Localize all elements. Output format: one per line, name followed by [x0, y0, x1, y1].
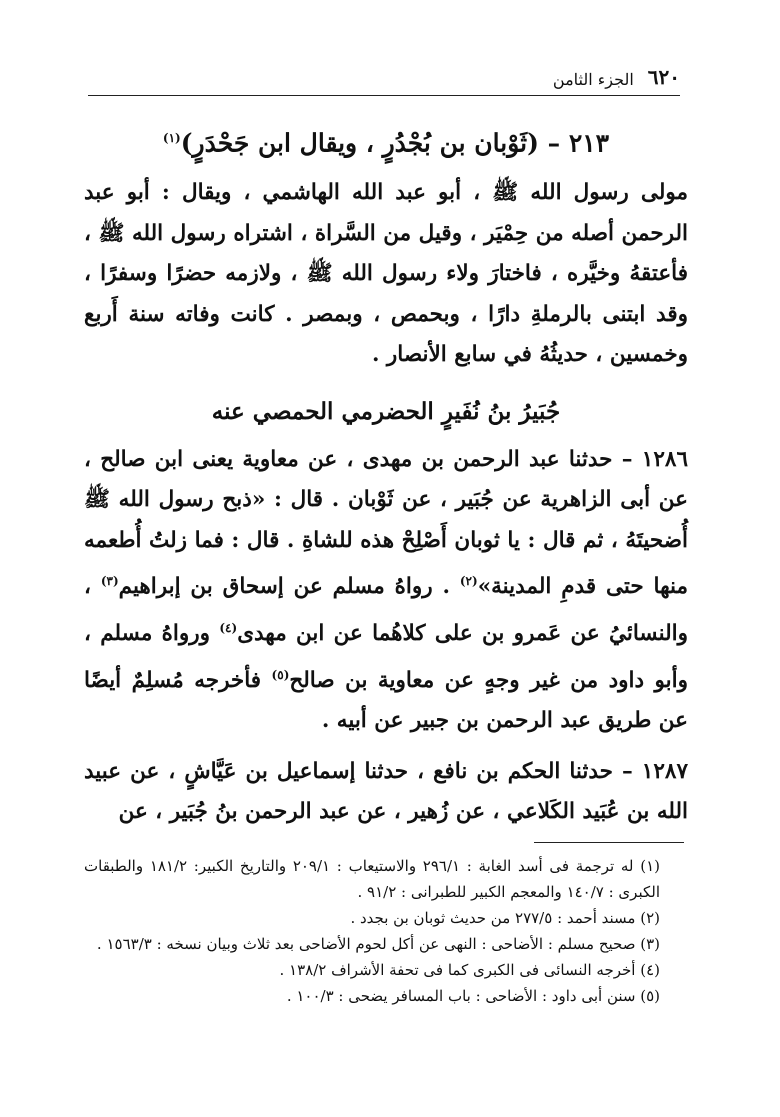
- footnote-ref-1: (١): [162, 131, 181, 145]
- footnote-divider: [534, 842, 684, 843]
- footnote-ref-4: (٤): [219, 620, 238, 635]
- footnote-ref-5: (٥): [271, 667, 290, 682]
- page-body: [84, 118, 688, 833]
- footnotes-section: [84, 842, 684, 1009]
- footnote-4: (٤) أخرجه النسائى فى الكبرى كما فى تحفة الأشراف ١٣٨/٢ .: [279, 961, 660, 979]
- hadith-1286-text-part4: ورواهُ مسلم ، وأبو داود من غير وجهٍ عن معاوية بن صالح: [84, 621, 689, 693]
- footnote-5: (٥) سنن أبى داود : الأضاحى : باب المسافر يضحى : ١٠٠/٣ .: [286, 987, 660, 1005]
- hadith-1287-paragraph: ١٢٨٧ – حدثنا الحكم بن نافع ، حدثنا إسماعيل بن عَيَّاشٍ ، عن عبيد الله بن عُبَيد الكَلاعي ، عن زُهير ، عن عبد الرحمن بنُ جُبَير ، عن: [84, 758, 688, 825]
- footnote-2: (٢) مسند أحمد : ٢٧٧/٥ من حديث ثوبان بن بجدد .: [350, 909, 660, 927]
- running-title: الجزء الثامن: [552, 70, 634, 89]
- entry-heading-text: ٢١٣ – (ثَوْبان بن بُجْدُرٍ ، ويقال ابن جَحْدَرٍ): [180, 128, 610, 158]
- page-number: ٦٢٠: [647, 65, 680, 89]
- footnote-ref-3: (٣): [100, 574, 119, 589]
- hadith-1286-text-part2: . رواهُ مسلم عن إسحاق بن إبراهيم: [118, 574, 460, 600]
- narrator-subheading: جُبَيرُ بنُ نُفَيرٍ الحضرمي الحمصي عنه: [211, 397, 561, 425]
- paragraph-gap: [84, 742, 688, 752]
- biography-paragraph: مولى رسول الله ﷺ ، أبو عبد الله الهاشمي ، ويقال : أبو عبد الرحمن أصله من حِمْيَر ، وقيل من السَّراة ، اشتراه رسول الله ﷺ ، فأعتقهُ وخيَّره ، فاختارَ ولاء رسول الله ﷺ ، ولازمه حضرًا وسفرًا ، وقد ابتنى بالرملةِ دارًا ، وبحمص ، وبمصر . كانت وفاته سنة أَربع وخمسين ، حديثُهُ في سابع الأنصار .: [84, 180, 688, 368]
- footnote-ref-2: (٢): [459, 574, 478, 589]
- footnote-1: (١) له ترجمة فى أسد الغابة : ٢٩٦/١ والاستيعاب : ٢٠٩/١ والتاريخ الكبير: ١٨١/٢ والطبقات الكبرى : ١٤٠/٧ والمعجم الكبير للطبرانى : ٩١/٢ .: [84, 857, 660, 901]
- hadith-1286-paragraph: [84, 440, 688, 742]
- page-header: [88, 62, 680, 96]
- hadith-1286-text-part5: فأخرجه مُسلِمٌ أيضًا عن طريق عبد الرحمن بن جبير عن أبيه .: [84, 667, 688, 734]
- hadith-1286-text-part1: ١٢٨٦ – حدثنا عبد الرحمن بن مهدى ، عن معاوية يعنى ابن صالح ، عن أبى الزاهرية عن جُبَير ، عن ثَوْبان . قال : «ذبح رسول الله ﷺ أُضحيتَهُ ، ثم قال : يا ثوبان أَصْلِحْ هذه للشاةِ . قال : فما زلتُ أُطعمه منها حتى قدمِ المدينة»: [84, 446, 688, 600]
- entry-heading: [84, 118, 688, 163]
- hadith-1286-text-part3: ، والنسائيُ عن عَمرو بن على كلاهُما عن ابن مهدى: [84, 574, 688, 647]
- footnote-3: (٣) صحيح مسلم : الأضاحى : النهى عن أكل لحوم الأضاحى بعد ثلاث وبيان نسخه : ١٥٦٣/٣ .: [96, 935, 660, 953]
